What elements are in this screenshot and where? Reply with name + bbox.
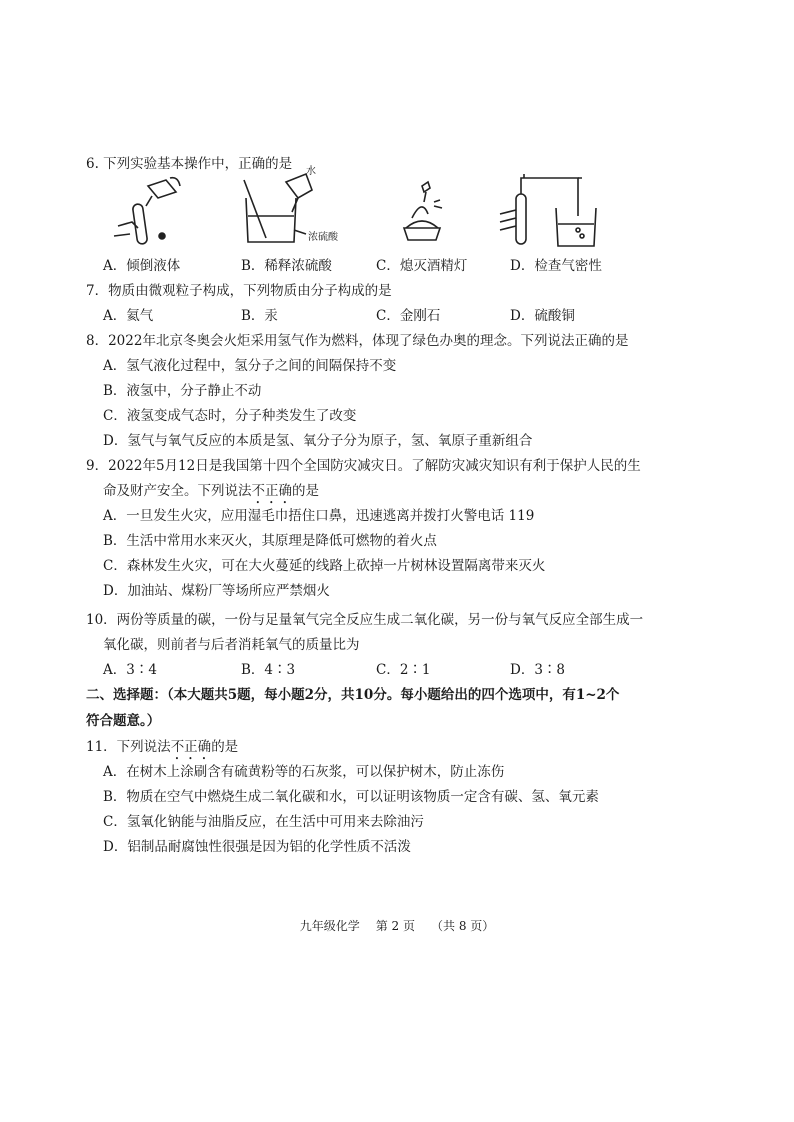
- section2-heading-line2: 符合题意。）: [86, 713, 161, 729]
- q7-option-b: B．汞: [241, 308, 278, 324]
- q11-option-a: A．在树木上涂刷含有硫黄粉等的石灰浆，可以保护树木，防止冻伤: [103, 764, 505, 780]
- figure-airtightness: [494, 170, 604, 250]
- q8-option-c: C．液氢变成气态时，分子种类发生了改变: [103, 408, 357, 424]
- q11-stem-emphasis: 不正确: [170, 739, 212, 755]
- q7-stem: 7．物质由微观粒子构成，下列物质由分子构成的是: [86, 283, 392, 299]
- q6-option-c: C．熄灭酒精灯: [376, 258, 468, 274]
- q11-stem-text-c: 的是: [211, 739, 239, 755]
- q7-option-a: A．氦气: [103, 308, 154, 324]
- q10-stem-line1: 10．两份等质量的碳，一份与足量氧气完全反应生成二氧化碳，另一份与氧气反应全部生成一: [86, 612, 644, 628]
- q9-option-c: C．森林发生火灾，可在大火蔓延的线路上砍掉一片树林设置隔离带来灭火: [103, 558, 546, 574]
- q7-option-d: D．硫酸铜: [510, 308, 575, 324]
- q11-stem: [86, 735, 238, 763]
- q9-stem-text-a: 命及财产安全。下列说法: [103, 483, 252, 499]
- q6-option-b: B．稀释浓硫酸: [241, 258, 332, 274]
- q9-stem-line2: [103, 479, 319, 507]
- figure-pouring-liquid: [110, 176, 186, 246]
- q9-option-a: A．一旦发生火灾，应用湿毛巾捂住口鼻，迅速逃离并拨打火警电话 119: [103, 508, 535, 524]
- q8-option-a: A．氢气液化过程中，氢分子之间的间隔保持不变: [103, 358, 397, 374]
- q10-option-b: B．4∶3: [241, 662, 296, 678]
- page-footer: [0, 917, 794, 934]
- q10-option-c: C．2∶1: [376, 662, 431, 678]
- figure-label-water: 水: [306, 166, 316, 177]
- q10-option-d: D．3∶8: [510, 662, 566, 678]
- q11-option-b: B．物质在空气中燃烧生成二氧化碳和水，可以证明该物质一定含有碳、氢、氧元素: [103, 789, 599, 805]
- section2-heading-line1: 二、选择题：（本大题共5题，每小题2分，共10分。每小题给出的四个选项中，有1~2个: [86, 687, 620, 703]
- q8-option-d: D．氢气与氧气反应的本质是氢、氧分子分为原子，氢、氧原子重新组合: [103, 433, 533, 449]
- q8-stem: 8．2022年北京冬奥会火炬采用氢气作为燃料，体现了绿色办奥的理念。下列说法正确的是: [86, 333, 629, 349]
- q9-stem-line1: 9．2022年5月12日是我国第十四个全国防灾减灾日。了解防灾减灾知识有利于保护人民的生: [86, 458, 641, 474]
- q6-stem: 6. 下列实验基本操作中，正确的是: [86, 156, 293, 172]
- q9-stem-emphasis: 不正确: [251, 483, 292, 499]
- q9-stem-text-c: 的是: [292, 483, 319, 499]
- footer-subject: 九年级化学: [299, 919, 360, 933]
- q11-option-d: D．铝制品耐腐蚀性很强是因为铝的化学性质不活泼: [103, 839, 411, 855]
- q7-option-c: C．金刚石: [376, 308, 441, 324]
- figure-label-acid: 浓硫酸: [308, 232, 338, 243]
- q10-option-a: A．3∶4: [103, 662, 157, 678]
- q11-stem-text-a: 11．下列说法: [86, 739, 171, 755]
- q11-option-c: C．氢氧化钠能与油脂反应，在生活中可用来去除油污: [103, 814, 424, 830]
- q6-option-a: A．倾倒液体: [103, 258, 181, 274]
- q8-option-b: B．液氢中，分子静止不动: [103, 383, 262, 399]
- q10-stem-line2: 氧化碳，则前者与后者消耗氧气的质量比为: [103, 637, 360, 653]
- figure-alcohol-lamp: [392, 178, 452, 248]
- q9-option-d: D．加油站、煤粉厂等场所应严禁烟火: [103, 583, 330, 599]
- figure-dilute-acid: [236, 164, 346, 248]
- footer-page-number: 第 2 页: [375, 919, 415, 933]
- q9-option-b: B．生活中常用水来灭火，其原理是降低可燃物的着火点: [103, 533, 437, 549]
- q6-option-d: D．检查气密性: [510, 258, 602, 274]
- footer-total-pages: （共 8 页）: [431, 919, 495, 933]
